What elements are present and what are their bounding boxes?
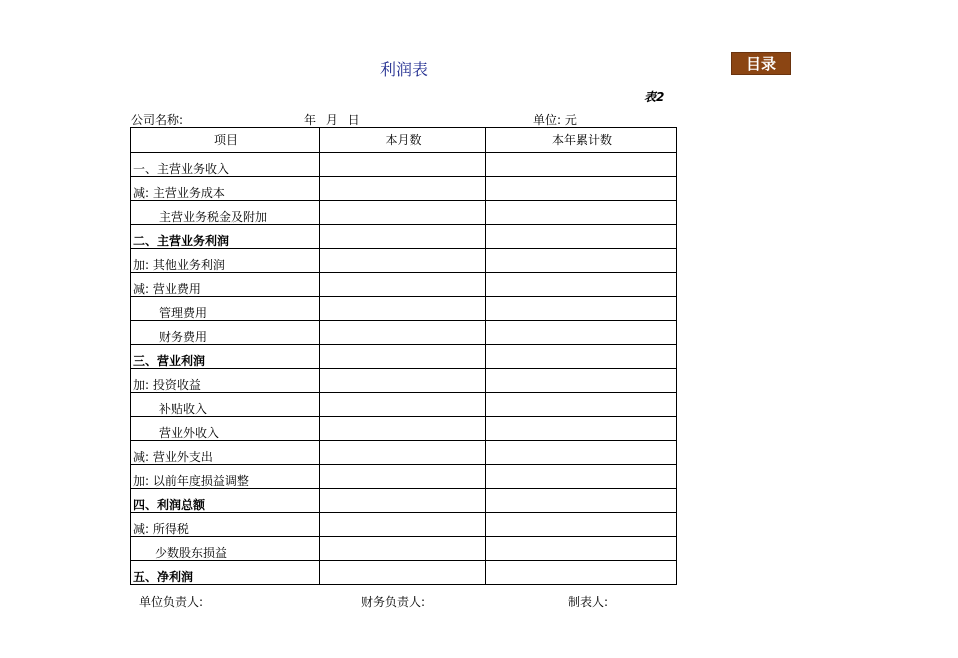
row-label: 三、营业利润 xyxy=(131,345,320,369)
ytd-value-cell[interactable] xyxy=(486,297,677,321)
income-statement-table xyxy=(130,127,677,585)
finance-head-label: 财务负责人: xyxy=(361,595,426,609)
month-value-cell[interactable] xyxy=(320,297,486,321)
month-value-cell[interactable] xyxy=(320,321,486,345)
row-label: 少数股东损益 xyxy=(131,537,320,561)
table-row xyxy=(131,201,677,225)
table-row xyxy=(131,441,677,465)
ytd-value-cell[interactable] xyxy=(486,393,677,417)
header-ytd: 本年累计数 xyxy=(486,128,677,153)
table-row xyxy=(131,249,677,273)
header-month: 本月数 xyxy=(320,128,486,153)
date-label: 年 月 日 xyxy=(304,113,360,127)
page-title: 利润表 xyxy=(379,60,428,79)
table-header-row xyxy=(131,128,677,153)
ytd-value-cell[interactable] xyxy=(486,225,677,249)
month-value-cell[interactable] xyxy=(320,225,486,249)
ytd-value-cell[interactable] xyxy=(486,465,677,489)
table-row xyxy=(131,225,677,249)
month-value-cell[interactable] xyxy=(320,369,486,393)
table-row xyxy=(131,321,677,345)
row-label: 二、主营业务利润 xyxy=(131,225,320,249)
row-label: 减: 营业外支出 xyxy=(131,441,320,465)
table-row xyxy=(131,417,677,441)
month-value-cell[interactable] xyxy=(320,177,486,201)
unit-head-label: 单位负责人: xyxy=(139,595,204,609)
table-row xyxy=(131,273,677,297)
unit-label: 单位: 元 xyxy=(533,113,577,127)
row-label: 减: 主营业务成本 xyxy=(131,177,320,201)
month-value-cell[interactable] xyxy=(320,393,486,417)
row-label: 补贴收入 xyxy=(131,393,320,417)
row-label: 减: 营业费用 xyxy=(131,273,320,297)
month-value-cell[interactable] xyxy=(320,561,486,585)
ytd-value-cell[interactable] xyxy=(486,513,677,537)
row-label: 五、净利润 xyxy=(131,561,320,585)
month-value-cell[interactable] xyxy=(320,489,486,513)
month-value-cell[interactable] xyxy=(320,345,486,369)
toc-button[interactable]: 目录 xyxy=(731,52,791,75)
company-name-label: 公司名称: xyxy=(131,113,184,127)
table-row xyxy=(131,561,677,585)
table-row xyxy=(131,345,677,369)
row-label: 主营业务税金及附加 xyxy=(131,201,320,225)
ytd-value-cell[interactable] xyxy=(486,561,677,585)
month-value-cell[interactable] xyxy=(320,249,486,273)
ytd-value-cell[interactable] xyxy=(486,345,677,369)
table-row xyxy=(131,393,677,417)
ytd-value-cell[interactable] xyxy=(486,177,677,201)
preparer-label: 制表人: xyxy=(568,595,609,609)
month-value-cell[interactable] xyxy=(320,513,486,537)
table-number: 表2 xyxy=(644,90,665,104)
month-value-cell[interactable] xyxy=(320,153,486,177)
month-value-cell[interactable] xyxy=(320,201,486,225)
row-label: 加: 其他业务利润 xyxy=(131,249,320,273)
ytd-value-cell[interactable] xyxy=(486,489,677,513)
header-item: 项目 xyxy=(131,128,320,153)
month-value-cell[interactable] xyxy=(320,465,486,489)
month-value-cell[interactable] xyxy=(320,537,486,561)
month-value-cell[interactable] xyxy=(320,273,486,297)
table-row xyxy=(131,537,677,561)
ytd-value-cell[interactable] xyxy=(486,321,677,345)
table-row xyxy=(131,513,677,537)
row-label: 加: 投资收益 xyxy=(131,369,320,393)
table-row xyxy=(131,369,677,393)
ytd-value-cell[interactable] xyxy=(486,369,677,393)
table-row xyxy=(131,297,677,321)
ytd-value-cell[interactable] xyxy=(486,201,677,225)
row-label: 管理费用 xyxy=(131,297,320,321)
table-row xyxy=(131,153,677,177)
ytd-value-cell[interactable] xyxy=(486,417,677,441)
month-value-cell[interactable] xyxy=(320,441,486,465)
row-label: 一、主营业务收入 xyxy=(131,153,320,177)
ytd-value-cell[interactable] xyxy=(486,273,677,297)
month-value-cell[interactable] xyxy=(320,417,486,441)
ytd-value-cell[interactable] xyxy=(486,249,677,273)
row-label: 财务费用 xyxy=(131,321,320,345)
row-label: 四、利润总额 xyxy=(131,489,320,513)
table-row xyxy=(131,465,677,489)
ytd-value-cell[interactable] xyxy=(486,537,677,561)
row-label: 营业外收入 xyxy=(131,417,320,441)
table-row xyxy=(131,177,677,201)
row-label: 减: 所得税 xyxy=(131,513,320,537)
ytd-value-cell[interactable] xyxy=(486,153,677,177)
ytd-value-cell[interactable] xyxy=(486,441,677,465)
table-row xyxy=(131,489,677,513)
row-label: 加: 以前年度损益调整 xyxy=(131,465,320,489)
